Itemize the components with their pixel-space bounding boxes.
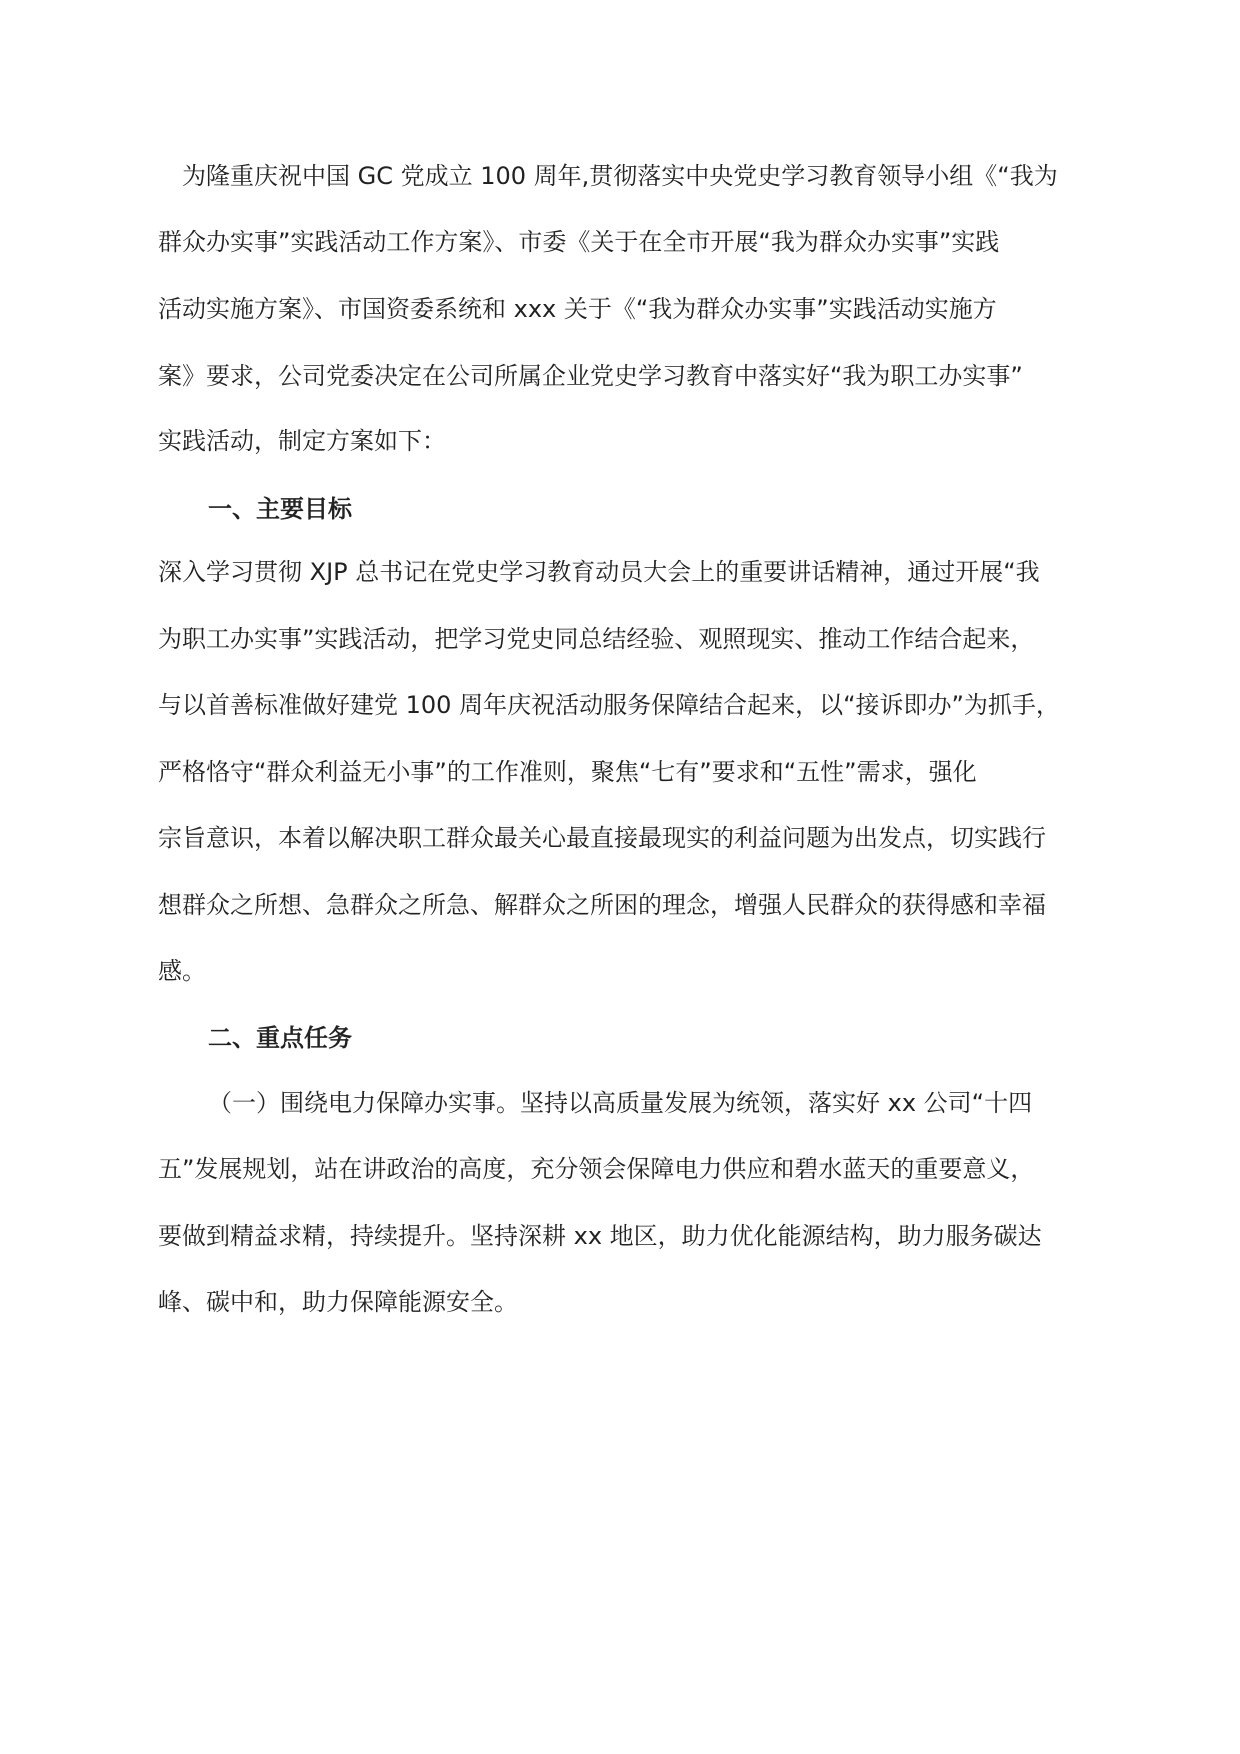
intro-paragraph-line: 活动实施方案》、市国资委系统和 xxx 关于《“我为群众办实事”实践活动实施方 <box>158 295 997 323</box>
tasks-paragraph-line: 五”发展规划，站在讲政治的高度，充分领会保障电力供应和碧水蓝天的重要意义， <box>158 1155 1035 1183</box>
section-heading-goals: 一、主要目标 <box>208 495 352 523</box>
goals-paragraph-line: 为职工办实事”实践活动，把学习党史同总结经验、观照现实、推动工作结合起来， <box>158 625 1035 653</box>
tasks-paragraph-line: 峰、碳中和，助力保障能源安全。 <box>158 1288 518 1316</box>
intro-paragraph-line: 实践活动，制定方案如下： <box>158 427 446 455</box>
intro-paragraph-line: 为隆重庆祝中国 GC 党成立 100 周年,贯彻落实中央党史学习教育领导小组《“我为 <box>182 162 1058 190</box>
tasks-paragraph-line: （一）围绕电力保障办实事。坚持以高质量发展为统领，落实好 xx 公司“十四 <box>208 1089 1033 1117</box>
goals-paragraph-line: 深入学习贯彻 XJP 总书记在党史学习教育动员大会上的重要讲话精神，通过开展“我 <box>158 558 1040 586</box>
intro-paragraph-line: 群众办实事”实践活动工作方案》、市委《关于在全市开展“我为群众办实事”实践 <box>158 228 1000 256</box>
goals-paragraph-line: 与以首善标准做好建党 100 周年庆祝活动服务保障结合起来，以“接诉即办”为抓手， <box>158 691 1060 719</box>
goals-paragraph-line: 感。 <box>158 957 206 985</box>
goals-paragraph-line: 想群众之所想、急群众之所急、解群众之所困的理念，增强人民群众的获得感和幸福 <box>158 891 1046 919</box>
section-heading-tasks: 二、重点任务 <box>208 1024 352 1052</box>
goals-paragraph-line: 严格恪守“群众利益无小事”的工作准则，聚焦“七有”要求和“五性”需求，强化 <box>158 758 977 786</box>
intro-paragraph-line: 案》要求，公司党委决定在公司所属企业党史学习教育中落实好“我为职工办实事” <box>158 362 1023 390</box>
goals-paragraph-line: 宗旨意识，本着以解决职工群众最关心最直接最现实的利益问题为出发点，切实践行 <box>158 824 1046 852</box>
tasks-paragraph-line: 要做到精益求精，持续提升。坚持深耕 xx 地区，助力优化能源结构，助力服务碳达 <box>158 1222 1042 1250</box>
